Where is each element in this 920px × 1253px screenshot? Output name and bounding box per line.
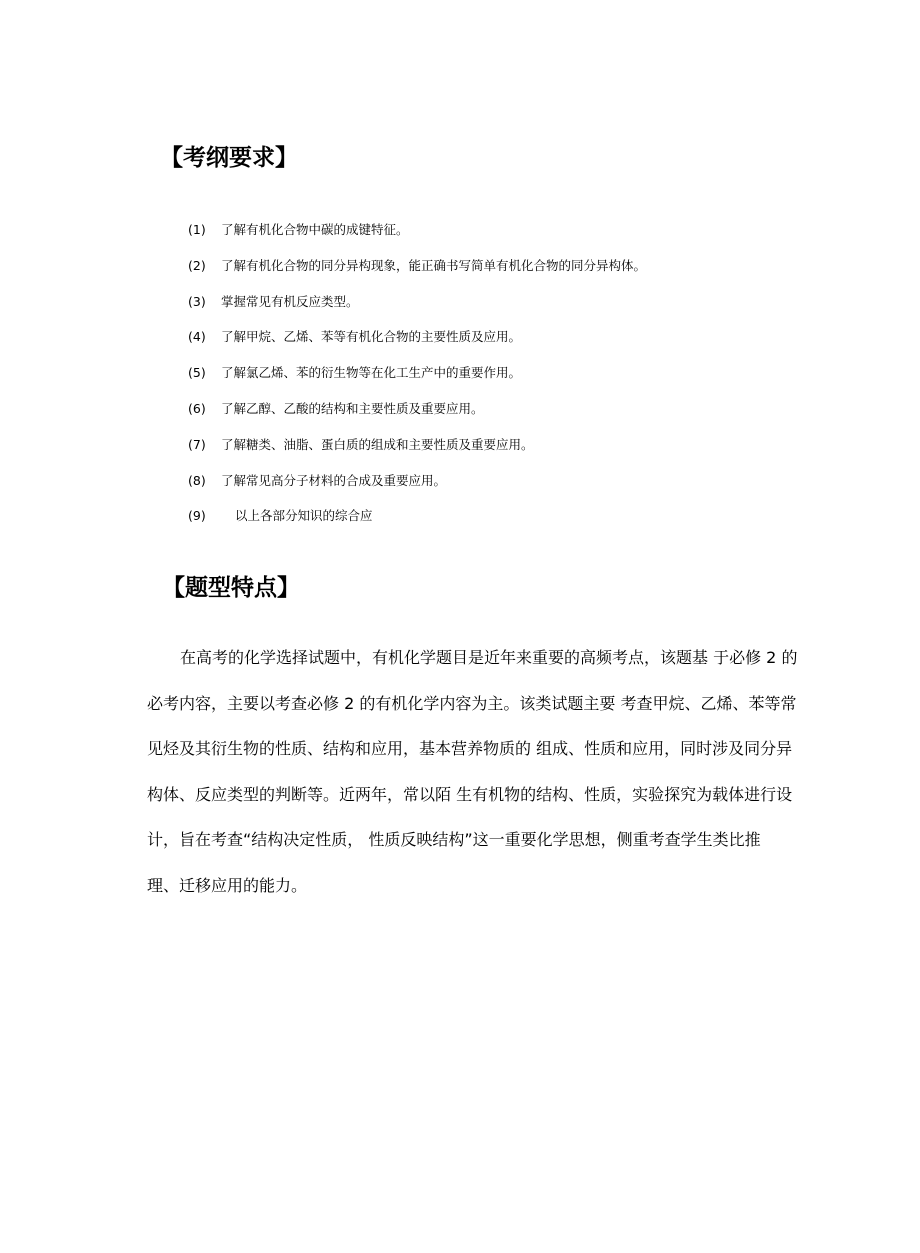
- item-text: 了解有机化合物的同分异构现象，能正确书写简单有机化合物的同分异构体。: [221, 257, 647, 273]
- requirements-list: [188, 220, 646, 542]
- list-item: [188, 220, 646, 256]
- item-text: 了解常见高分子材料的合成及重要应用。: [221, 472, 447, 488]
- item-text: 了解乙醇、乙酸的结构和主要性质及重要应用。: [221, 400, 484, 416]
- item-text: 了解有机化合物中碳的成键特征。: [221, 222, 409, 237]
- item-number: (1): [188, 222, 206, 237]
- item-number: (8): [188, 472, 206, 488]
- section-heading-exam-requirements: 【考纲要求】: [160, 145, 298, 171]
- item-number: (7): [188, 436, 206, 452]
- list-item: [188, 327, 646, 363]
- item-number: (3): [188, 293, 206, 309]
- list-item: [188, 292, 646, 328]
- item-text: 以上各部分知识的综合应: [235, 508, 373, 524]
- item-number: (9): [188, 508, 206, 524]
- list-item: [188, 506, 646, 542]
- item-number: (4): [188, 329, 206, 345]
- paragraph-line: 在高考的化学选择试题中，有机化学题目是近年来重要的高频考点，该题基 于必修 2 的: [180, 648, 798, 667]
- list-item: [188, 363, 646, 399]
- list-item: [188, 256, 646, 292]
- paragraph-line: 理、迁移应用的能力。: [147, 875, 308, 895]
- paragraph-line: 构体、反应类型的判断等。近两年，常以陌 生有机物的结构、性质，实验探究为载体进行设: [147, 784, 793, 804]
- list-item: [188, 399, 646, 435]
- paragraph-line: 见烃及其衍生物的性质、结构和应用，基本营养物质的 组成、性质和应用，同时涉及同分异: [147, 739, 793, 759]
- question-features-paragraph: [147, 645, 875, 919]
- item-number: (5): [188, 365, 206, 381]
- list-item: [188, 471, 646, 507]
- item-text: 掌握常见有机反应类型。: [221, 293, 359, 309]
- item-number: (6): [188, 400, 206, 416]
- list-item: [188, 435, 646, 471]
- item-text: 了解氯乙烯、苯的衍生物等在化工生产中的重要作用。: [221, 365, 522, 381]
- item-number: (2): [188, 257, 206, 273]
- item-text: 了解糖类、油脂、蛋白质的组成和主要性质及重要应用。: [221, 436, 534, 452]
- item-text: 了解甲烷、乙烯、苯等有机化合物的主要性质及应用。: [221, 329, 522, 345]
- paragraph-line: 计，旨在考查“结构决定性质， 性质反映结构”这一重要化学思想，侧重考查学生类比推: [147, 830, 761, 850]
- section-heading-question-features: 【题型特点】: [162, 575, 300, 601]
- paragraph-line: 必考内容，主要以考查必修 2 的有机化学内容为主。该类试题主要 考查甲烷、乙烯、苯等常: [147, 693, 797, 713]
